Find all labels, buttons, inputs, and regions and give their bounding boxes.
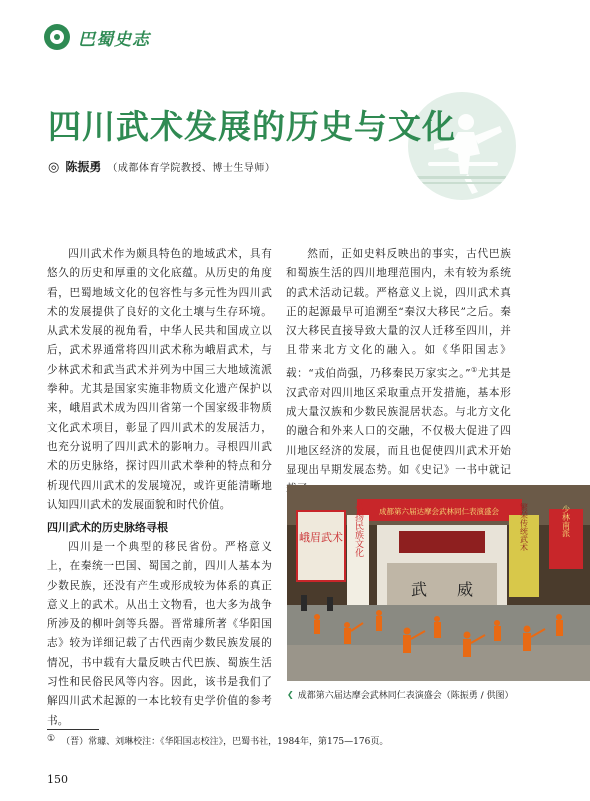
article-title: 四川武术发展的历史与文化 — [48, 107, 456, 146]
author-bullet-icon: ◎ — [48, 160, 60, 175]
body-column-right-intro — [286, 245, 511, 499]
journal-logo — [44, 24, 150, 50]
paragraph-migration — [286, 245, 511, 499]
footnote-ref: ① — [470, 365, 478, 374]
body-column-left-intro — [47, 245, 272, 515]
logo-emblem-icon — [44, 24, 70, 50]
photo-mid-banner: 弘扬民族文化 — [353, 503, 363, 557]
photo-left-banner: 峨眉武术 — [299, 531, 343, 544]
paragraph-intro: 四川武术作为颇具特色的地域武术，具有悠久的历史和厚重的文化底蕴。从历史的角度看，巴蜀地域文化的包容性与多元性为四川武术的发展提供了良好的文化土壤与生存环境。从武术发展的视角看，中华人民共和国成立以后，武术界通常将四川武术称为峨眉武术，与少林武术和武当武术并列为中国三大地域流派拳种。尤其是国家实施非物质文化遗产保护以来，峨眉武术成为四川省第一个国家级非物质文化武术项目，彰显了四川武术的发展活力，也充分说明了四川武术的影响力。寻根四川武术的历史脉络，探讨四川武术拳种的特点和分析现代四川武术的发展境况，或许更能清晰地认知四川武术的发展面貌和时代价值。 — [47, 248, 272, 511]
paragraph-history: 四川是一个典型的移民省份。严格意义上，在秦统一巴国、蜀国之前，四川人基本为少数民族，还没有产生或形成较为体系的真正意义上的武术。从出土文物看，也大多为战争所涉及的柳叶剑等兵器。晋常璩所著《华阳国志》较为详细记载了古代西南少数民族发展的情况，书中载有大量反映古代巴族、蜀族生活习性和民俗民风等内容。因此，该书是我们了解四川武术起源的一本比较有史学价值的参考书。 — [47, 541, 272, 727]
body-column-left-section — [47, 538, 272, 731]
caption-arrow-icon: ❮ — [287, 690, 294, 699]
author-line — [48, 158, 275, 175]
journal-name: 巴蜀史志 — [78, 29, 150, 50]
footnote-mark: ① — [47, 734, 56, 744]
footnote — [47, 734, 388, 747]
photo-wall-char-2: 威 — [457, 580, 474, 599]
photo-right-banner: 繁荣传统武术 — [519, 503, 529, 551]
author-affiliation: （成都体育学院教授、博士生导师） — [107, 163, 276, 174]
author-name: 陈振勇 — [65, 160, 102, 174]
photo-top-banner: 成都第六届达摩会武林同仁表演盛会 — [379, 507, 499, 516]
photo-wall-char-1: 武 — [411, 580, 428, 599]
photo-far-right-banner: 少林南派 — [561, 505, 571, 537]
caption-text: 成都第六届达摩会武林同仁表演盛会（陈振勇 / 供图） — [297, 691, 514, 701]
section-heading: 四川武术的历史脉络寻根 — [47, 521, 168, 534]
performance-photo — [287, 485, 590, 681]
paragraph-migration-part-b: 尤其是汉武帝对四川地区采取重点开发措施，基本形成大量汉族和少数民族混居状态。与北方文化的融合和外来人口的交融，不仅极大促进了四川地区经济的发展，而且也促使四川武术开始显现出早期发展态势。如《史记》一书中就记 — [286, 367, 512, 476]
paragraph-migration-part-a: 然而，正如史料反映出的事实，古代巴族和蜀族生活的四川地理范围内，未有较为系统的武术活动记载。严格意义上说，四川武术真正的起源最早可追溯至“秦汉大移民”之后。秦汉大移民直接导致大量的汉人迁移至四川，并且带来北方文化的融入。如《华阳国志》载：“戎伯尚强，乃移秦民万家实之。” — [286, 248, 511, 380]
footnote-text: （晋）常璩、刘琳校注：《华阳国志校注》，巴蜀书社，1984年，第175—176页。 — [61, 737, 389, 747]
footnote-divider — [47, 729, 99, 730]
page-number: 150 — [47, 773, 68, 786]
photo-caption — [287, 688, 513, 701]
